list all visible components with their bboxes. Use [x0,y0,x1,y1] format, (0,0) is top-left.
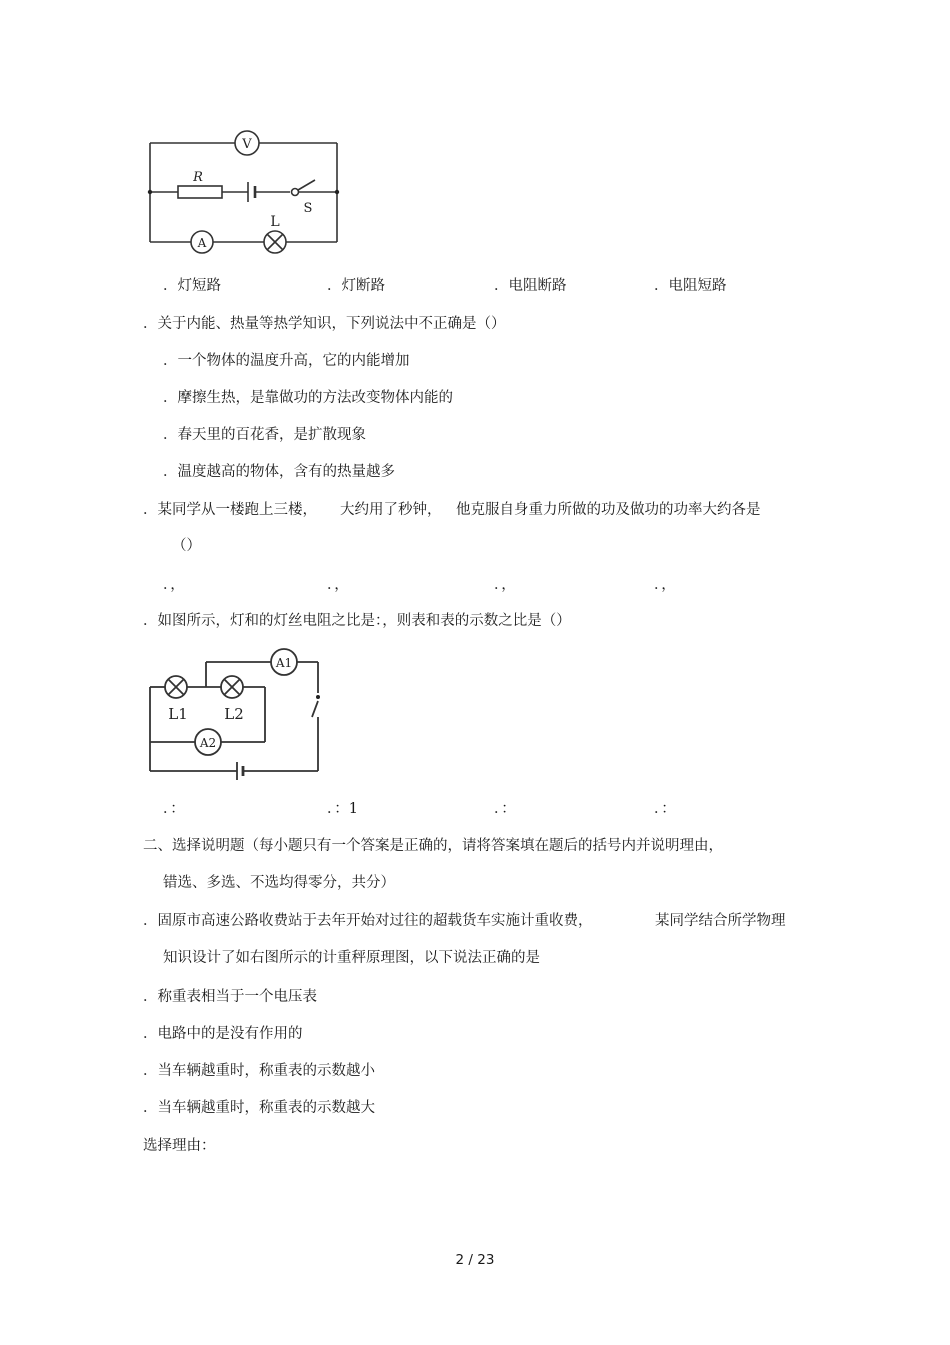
ammeter-label: A [197,236,207,250]
circuit-diagram-1 [140,125,360,265]
q4-option-c: ．： [494,801,516,817]
voltmeter-label: V [242,137,252,152]
q5-option-b: ．电路中的是没有作用的 [143,1026,303,1042]
q5-option-a: ．称重表相当于一个电压表 [143,989,317,1005]
q1-option-b: ．灯断路 [327,278,385,294]
q3-stem-part2: 大约用了秒钟， [340,502,442,518]
q1-option-a: ．灯短路 [163,278,221,294]
a1-label: A1 [275,656,293,670]
switch-label: S [303,201,313,216]
page-number: 2 / 23 [455,1252,495,1268]
l2-label: L2 [224,705,244,723]
resistor-label: R [193,170,203,185]
l1-label: L1 [168,705,188,723]
q2-option-a: ．一个物体的温度升高，它的内能增加 [163,353,410,369]
q4-stem: ．如图所示，灯和的灯丝电阻之比是：，则表和表的示数之比是（） [143,613,571,629]
q3-stem-part3: 他克服自身重力所做的功及做功的功率大约各是 [456,502,761,518]
q3-option-d: ．， [654,577,676,593]
q4-option-b: ．：1 [327,801,358,817]
q5-stem-part1: ．固原市高速公路收费站于去年开始对过往的超载货车实施计重收费， [143,913,593,929]
q2-option-d: ．温度越高的物体，含有的热量越多 [163,464,395,480]
circuit-diagram-2 [143,645,333,780]
q3-option-a: ．， [163,577,185,593]
q1-option-c: ．电阻断路 [494,278,567,294]
q5-reason-label: 选择理由： [143,1138,216,1154]
q5-stem-line2: 知识设计了如右图所示的计重秤原理图，以下说法正确的是 [163,950,540,966]
q1-option-d: ．电阻短路 [654,278,727,294]
a2-label: A2 [199,736,217,750]
q5-stem-part2: 某同学结合所学物理 [655,913,786,929]
q5-option-c: ．当车辆越重时，称重表的示数越小 [143,1063,375,1079]
section2-subtitle: 错选、多选、不选均得零分，共分） [163,875,395,891]
q4-option-a: ．： [163,801,185,817]
lamp-label: L [270,214,280,230]
q5-option-d: ．当车辆越重时，称重表的示数越大 [143,1100,375,1116]
q2-option-b: ．摩擦生热，是靠做功的方法改变物体内能的 [163,390,453,406]
section2-title: 二、选择说明题（每小题只有一个答案是正确的，请将答案填在题后的括号内并说明理由， [143,838,723,854]
q4-option-d: ．： [654,801,676,817]
q2-stem: ．关于内能、热量等热学知识，下列说法中不正确是（） [143,316,506,332]
q2-option-c: ．春天里的百花香，是扩散现象 [163,427,366,443]
q3-option-c: ．， [494,577,516,593]
q3-paren: （） [172,538,201,554]
q3-stem-part1: ．某同学从一楼跑上三楼， [143,502,317,518]
q3-option-b: ．， [327,577,349,593]
